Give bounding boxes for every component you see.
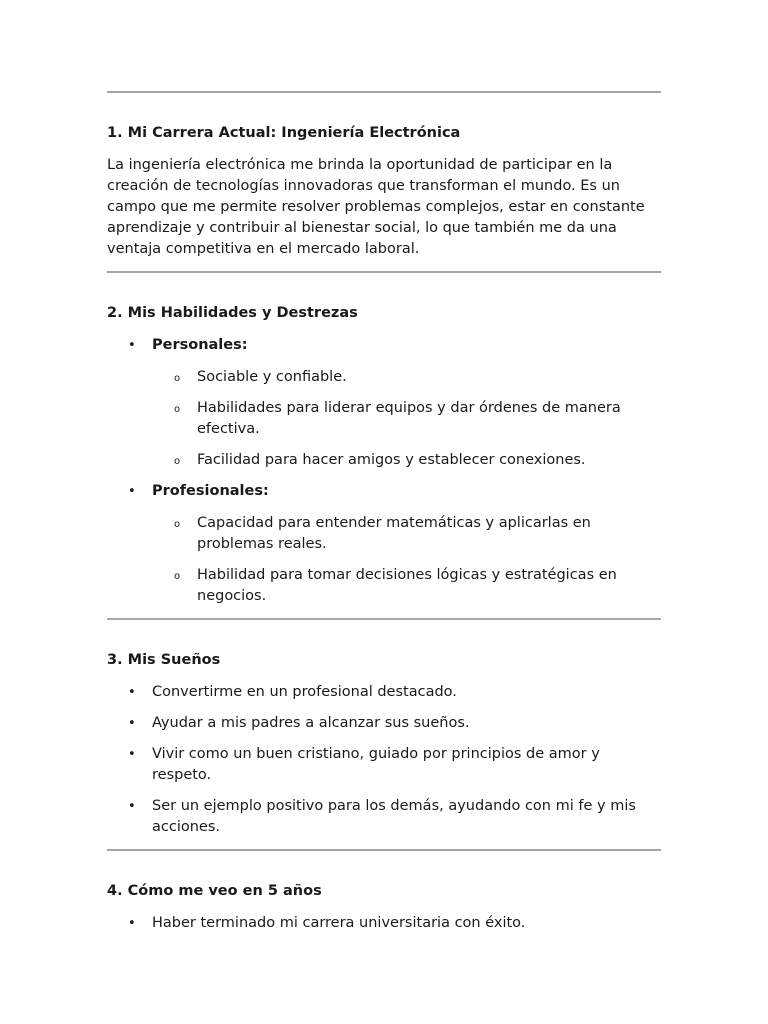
sub-list-item [152,450,661,471]
sub-list-item-text: Facilidad para hacer amigos y establecer conexiones. [197,452,586,468]
five-years-list [107,913,661,934]
list-item-text: Ser un ejemplo positivo para los demás, ayudando con mi fe y mis acciones. [152,798,636,835]
sub-list-item-text: Habilidad para tomar decisiones lógicas y estratégicas en negocios. [197,567,617,604]
list-item [107,913,661,934]
bullet-icon: • [128,716,136,731]
list-item-text: Convertirme en un profesional destacado. [152,684,457,700]
list-item-text: Haber terminado mi carrera universitaria con éxito. [152,915,526,931]
list-item [107,682,661,703]
sub-bullet-icon: o [174,373,181,384]
bullet-icon: • [128,799,136,814]
section-five-years [107,851,661,945]
list-item-text: Vivir como un buen cristiano, guiado por principios de amor y respeto. [152,746,600,783]
bullet-icon: • [128,685,136,700]
document-page [107,91,661,945]
section-paragraph: La ingeniería electrónica me brinda la oportunidad de participar en la creación de tecnologías innovadoras que transforman el mundo. Es un campo que me permite resolver problemas complejos, estar en constante aprendizaje y contribuir al bienestar social, lo que también me da una ventaja competitiva en el mercado laboral. [107,157,645,257]
sub-bullet-icon: o [174,571,181,582]
sub-list-item [152,513,661,555]
bullet-icon: • [128,747,136,762]
sub-list [152,513,661,607]
section-title: 2. Mis Habilidades y Destrezas [107,305,358,321]
bullet-icon: • [128,916,136,931]
skills-list [107,335,661,607]
list-item [107,481,661,607]
section-title: 4. Cómo me veo en 5 años [107,883,322,899]
list-item [107,796,661,838]
group-label-personal: Personales: [152,337,248,353]
sub-list-item-text: Habilidades para liderar equipos y dar órdenes de manera efectiva. [197,400,621,437]
dreams-list [107,682,661,838]
sub-list [152,367,661,471]
section-title: 1. Mi Carrera Actual: Ingeniería Electrónica [107,125,461,141]
sub-list-item-text: Sociable y confiable. [197,369,347,385]
list-item [107,744,661,786]
section-title: 3. Mis Sueños [107,652,221,668]
group-label-professional: Profesionales: [152,483,269,499]
sub-list-item [152,367,661,388]
section-career [107,93,661,271]
sub-list-item [152,398,661,440]
sub-bullet-icon: o [174,404,181,415]
bullet-icon: • [128,338,136,353]
sub-bullet-icon: o [174,519,181,530]
section-skills [107,273,661,618]
section-dreams [107,620,661,849]
sub-list-item [152,565,661,607]
list-item-text: Ayudar a mis padres a alcanzar sus sueños. [152,715,470,731]
list-item [107,335,661,471]
list-item [107,713,661,734]
sub-bullet-icon: o [174,456,181,467]
sub-list-item-text: Capacidad para entender matemáticas y aplicarlas en problemas reales. [197,515,591,552]
bullet-icon: • [128,484,136,499]
